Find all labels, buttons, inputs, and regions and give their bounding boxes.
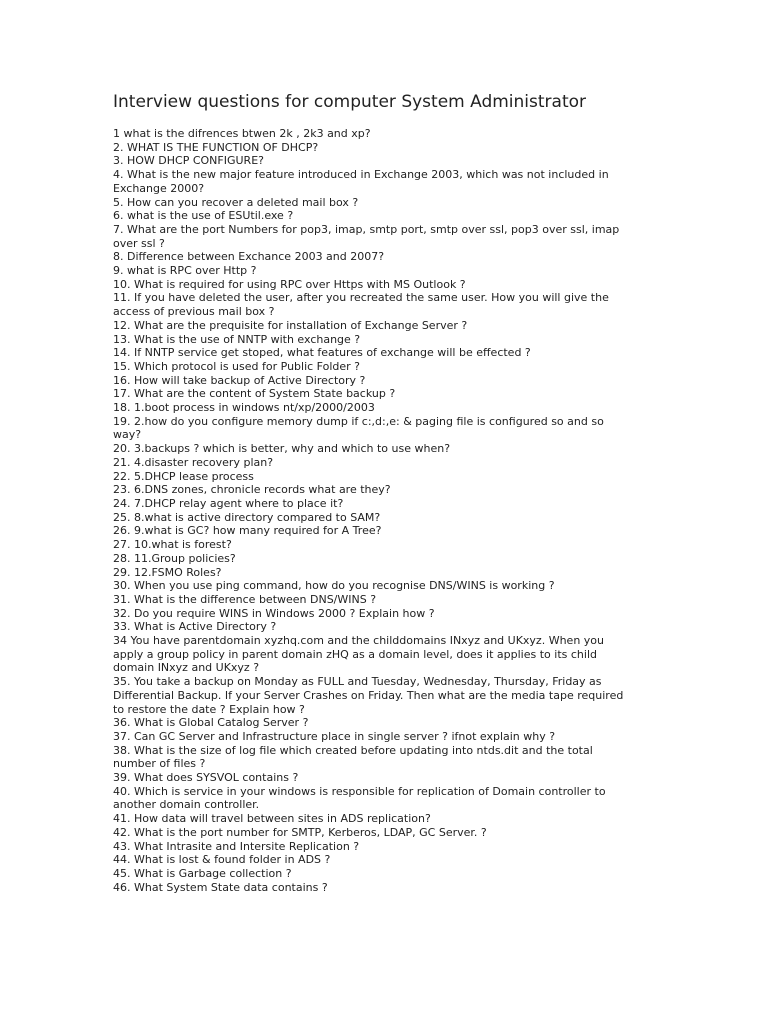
question-item: 17. What are the content of System State backup ? (113, 387, 396, 401)
question-item: 41. How data will travel between sites in ADS replication? (113, 812, 431, 826)
question-item: 24. 7.DHCP relay agent where to place it? (113, 496, 344, 510)
question-item: 18. 1.boot process in windows nt/xp/2000/2003 (113, 401, 375, 415)
question-item: 7. What are the port Numbers for pop3, imap, smtp port, smtp over ssl, pop3 over ssl, imap over ssl ? (113, 222, 620, 250)
question-item: 29. 12.FSMO Roles? (113, 565, 222, 579)
question-item: 15. Which protocol is used for Public Folder ? (113, 359, 361, 373)
question-item: 1 what is the difrences btwen 2k , 2k3 and xp? (113, 127, 371, 140)
question-item: 6. what is the use of ESUtil.exe ? (113, 209, 294, 223)
question-item: 40. Which is service in your windows is responsible for replication of Domain controller to another domain controller. (113, 784, 606, 812)
question-item: 11. If you have deleted the user, after you recreated the same user. How you will give the access of previous mail box ? (113, 291, 609, 319)
document-title: Interview questions for computer System Administrator (113, 92, 587, 112)
question-item: 31. What is the difference between DNS/WINS ? (113, 592, 377, 606)
question-item: 33. What is Active Directory ? (113, 620, 277, 634)
question-item: 2. WHAT IS THE FUNCTION OF DHCP? (113, 140, 319, 154)
question-item: 9. what is RPC over Http ? (113, 264, 257, 278)
question-item: 45. What is Garbage collection ? (113, 866, 292, 880)
question-item: 37. Can GC Server and Infrastructure place in single server ? ifnot explain why ? (113, 729, 556, 743)
question-item: 28. 11.Group policies? (113, 551, 236, 565)
question-list (113, 127, 643, 894)
question-item: 35. You take a backup on Monday as FULL and Tuesday, Wednesday, Thursday, Friday as Differential Backup. If your Server Crashes on Friday. Then what are the media tape required to restore the date ? Explain how ? (113, 675, 624, 716)
question-item: 3. HOW DHCP CONFIGURE? (113, 154, 264, 168)
question-item: 8. Difference between Exchance 2003 and 2007? (113, 250, 385, 264)
question-item: 43. What Intrasite and Intersite Replication ? (113, 839, 360, 853)
question-item: 46. What System State data contains ? (113, 880, 328, 894)
question-item: 20. 3.backups ? which is better, why and which to use when? (113, 442, 451, 456)
question-item: 23. 6.DNS zones, chronicle records what are they? (113, 483, 391, 497)
question-item: 30. When you use ping command, how do you recognise DNS/WINS is working ? (113, 579, 555, 593)
question-item: 26. 9.what is GC? how many required for A Tree? (113, 524, 382, 538)
question-item: 5. How can you recover a deleted mail box ? (113, 195, 359, 209)
question-item: 10. What is required for using RPC over Https with MS Outlook ? (113, 277, 466, 291)
question-item: 36. What is Global Catalog Server ? (113, 716, 309, 730)
question-item: 4. What is the new major feature introduced in Exchange 2003, which was not included in Exchange 2000? (113, 168, 609, 195)
question-item: 38. What is the size of log file which created before updating into ntds.dit and the total number of files ? (113, 743, 593, 771)
question-item: 22. 5.DHCP lease process (113, 469, 254, 483)
question-item: 25. 8.what is active directory compared to SAM? (113, 510, 381, 524)
question-item: 32. Do you require WINS in Windows 2000 ? Explain how ? (113, 606, 435, 620)
question-item: 44. What is lost & found folder in ADS ? (113, 853, 331, 867)
question-item: 42. What is the port number for SMTP, Kerberos, LDAP, GC Server. ? (113, 825, 487, 839)
question-item: 12. What are the prequisite for installation of Exchange Server ? (113, 318, 468, 332)
question-item: 14. If NNTP service get stoped, what features of exchange will be effected ? (113, 346, 531, 360)
question-item: 34 You have parentdomain xyzhq.com and the childdomains INxyz and UKxyz. When you apply a group policy in parent domain zHQ as a domain level, does it applies to its child domain INxyz and UKxyz ? (113, 634, 604, 675)
question-item: 21. 4.disaster recovery plan? (113, 455, 274, 469)
question-item: 39. What does SYSVOL contains ? (113, 771, 299, 785)
question-item: 27. 10.what is forest? (113, 538, 232, 552)
question-item: 19. 2.how do you configure memory dump if c:,d:,e: & paging file is configured so and so way? (113, 414, 604, 442)
question-item: 16. How will take backup of Active Directory ? (113, 373, 366, 387)
question-item: 13. What is the use of NNTP with exchange ? (113, 332, 361, 346)
